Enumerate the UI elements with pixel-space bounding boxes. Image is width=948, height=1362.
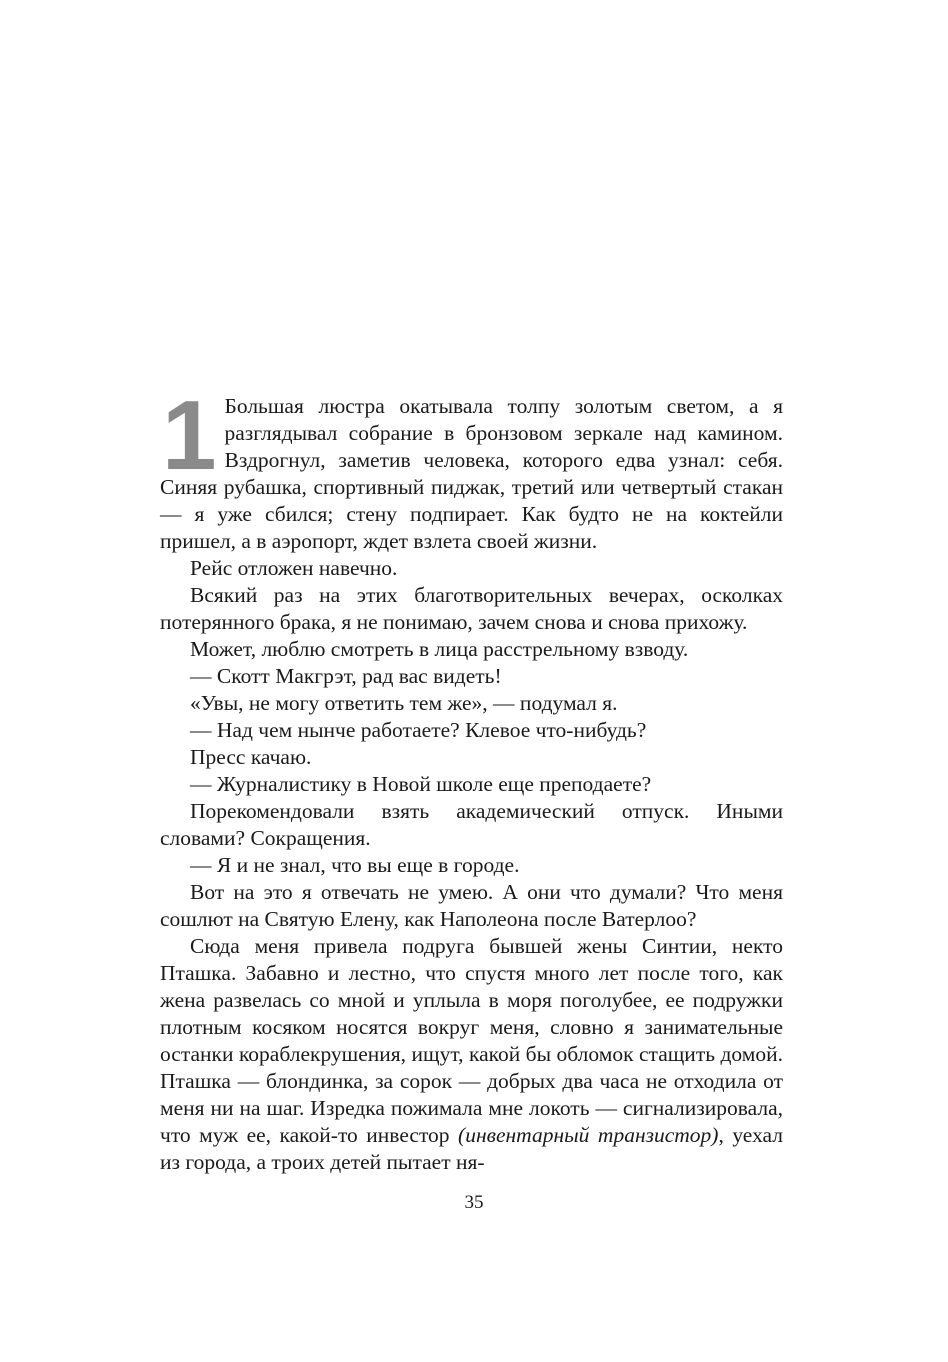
dialogue-line: — Над чем нынче работаете? Клевое что-нибудь? <box>190 718 647 742</box>
paragraph-text: Большая люстра окатывала толпу золотым светом, а я разглядывал собрание в бронзовом зеркале над камином. Вздрогнул, заметив человека, которого едва узнал: себя. Синяя рубашка, спортивный пиджак, третий или четвертый стакан — я уже сбился; стену подпирает. Как будто не на коктейли пришел, а в аэропорт, ждет взлета своей жизни. <box>160 394 783 553</box>
paragraph: Порекомендовали взять академический отпуск. Иными словами? Сокращения. <box>160 799 783 850</box>
paragraph: Всякий раз на этих благотворительных вечерах, осколках потерянного брака, я не понимаю, зачем снова и снова прихожу. <box>160 583 783 634</box>
paragraph-text: Сюда меня привела подруга бывшей жены Синтии, некто Пташка. Забавно и лестно, что спустя много лет после того, как жена развелась со мной и уплыла в моря поголубее, ее подружки плотным косяком носятся вокруг меня, словно я занимательные останки кораблекрушения, ищут, какой бы обломок стащить домой. Пташка — блондинка, за сорок — добрых два часа не отходила от меня ни на шаг. Изредка пожимала мне локоть — сигнализировала, что муж ее, какой-то инвестор <box>160 934 783 1147</box>
paragraph <box>160 933 783 1176</box>
paragraph: Пресс качаю. <box>190 745 312 769</box>
paragraph: Вот на это я отвечать не умею. А они что думали? Что меня сошлют на Святую Елену, как Наполеона после Ватерлоо? <box>160 880 783 931</box>
paragraph-tail: , уехал из города, а троих детей пытает ня- <box>160 1123 783 1174</box>
chapter-text <box>160 380 783 1176</box>
dialogue-line: — Скотт Макгрэт, рад вас видеть! <box>190 664 502 688</box>
paragraph: «Увы, не могу ответить тем же», — подумал я. <box>190 691 618 715</box>
page-number: 35 <box>464 1192 484 1213</box>
paragraph <box>160 380 783 555</box>
italic-aside: (инвентарный транзистор) <box>458 1123 719 1147</box>
paragraph: Может, люблю смотреть в лица расстрельному взводу. <box>190 637 689 661</box>
chapter-number: 1 <box>162 380 215 490</box>
paragraph: Рейс отложен навечно. <box>190 556 398 580</box>
dialogue-line: — Журналистику в Новой школе еще преподаете? <box>190 772 652 796</box>
dialogue-line: — Я и не знал, что вы еще в городе. <box>190 853 520 877</box>
